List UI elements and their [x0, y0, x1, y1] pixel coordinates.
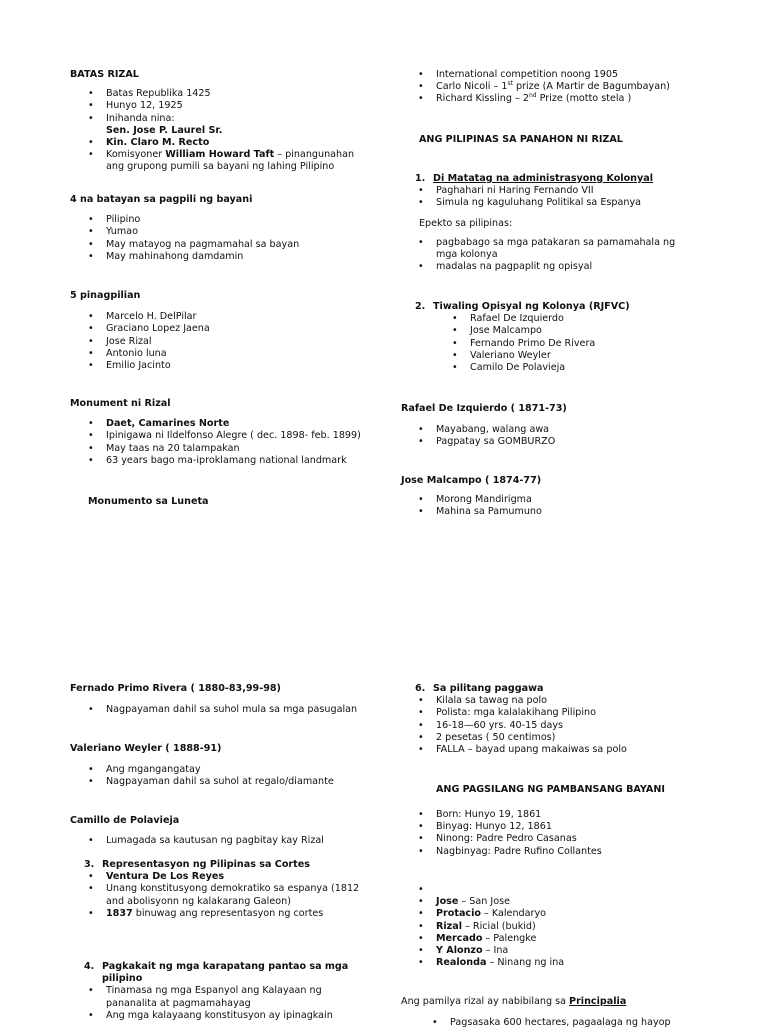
- bullet-list: [86, 214, 370, 263]
- bullet-list: [416, 695, 715, 756]
- section-title: [415, 301, 715, 313]
- list-item: [86, 908, 374, 920]
- list-item: [86, 125, 370, 137]
- text: Carlo Nicoli – 1: [436, 81, 508, 93]
- bullet-list: [86, 311, 370, 372]
- section-heading-pilipinas: ANG PILIPINAS SA PANAHON NI RIZAL: [419, 134, 623, 145]
- section-pagsilang-details: [416, 809, 716, 858]
- list-item: • Inihanda nina:: [86, 113, 370, 125]
- section-title-luneta: Monumento sa Luneta: [88, 496, 209, 507]
- text: Ang pamilya rizal ay nabibilang sa: [401, 996, 570, 1007]
- section-pilitang-paggawa: [415, 683, 715, 756]
- section-tiwaling-opisyal: [415, 301, 715, 374]
- section-competition: [400, 69, 700, 106]
- list-item: [416, 908, 716, 920]
- list-item: [416, 896, 716, 908]
- list-item: • Ang mgangangatay: [86, 764, 370, 776]
- section-number: 3.: [84, 859, 95, 870]
- list-item: • May matayog na pagmamahal sa bayan: [86, 239, 370, 251]
- section-title: Camillo de Polavieja: [70, 815, 180, 826]
- bold-year: 1837: [106, 907, 133, 919]
- bold-name: Sen. Jose P. Laurel Sr.: [106, 124, 223, 136]
- text: binuwag ang representasyon ng cortes: [132, 907, 324, 919]
- section-title: BATAS RIZAL: [70, 69, 139, 80]
- list-item: • Hunyo 12, 1925: [86, 100, 370, 112]
- list-item: • Marcelo H. DelPilar: [86, 311, 370, 323]
- text: – San Jose: [458, 896, 510, 908]
- list-item: • Simula ng kaguluhang Politikal sa Espanya: [416, 197, 715, 209]
- text: – Ricial (bukid): [462, 920, 536, 932]
- section-title: Monument ni Rizal: [70, 398, 171, 409]
- section-polavieja: [70, 815, 370, 847]
- bold-name: Daet, Camarines Norte: [106, 418, 230, 430]
- list-item: • Kilala sa tawag na polo: [416, 695, 715, 707]
- list-item: • 2 pesetas ( 50 centimos): [416, 732, 715, 744]
- text: prize (A Martir de Bagumbayan): [512, 81, 670, 93]
- list-item: [86, 149, 370, 173]
- list-item: • 63 years bago ma-iproklamang national landmark: [86, 455, 375, 467]
- section-number: 2.: [415, 301, 426, 312]
- list-item: • Ninong: Padre Pedro Casanas: [416, 833, 716, 845]
- bullet-list: [416, 494, 701, 518]
- section-title: Rafael De Izquierdo ( 1871-73): [401, 403, 567, 414]
- text: – Ninang ng ina: [486, 957, 565, 969]
- list-item: [86, 137, 370, 149]
- list-item: • Antonio luna: [86, 348, 370, 360]
- bullet-list: [86, 418, 375, 467]
- section-name-meanings: [416, 884, 716, 969]
- list-item: • madalas na pagpaplit ng opisyal: [416, 261, 686, 273]
- section-title: [84, 859, 374, 871]
- bullet-list: [416, 424, 701, 448]
- list-item: • May mahinahong damdamin: [86, 251, 370, 263]
- section-title: [415, 173, 715, 185]
- list-item: • 16-18—60 yrs. 40-15 days: [416, 720, 715, 732]
- bullet-list: [86, 764, 370, 788]
- text: – Kalendaryo: [480, 908, 546, 920]
- list-item: • pagbabago sa mga patakaran sa pamamahala ng mga kolonya: [416, 237, 686, 261]
- section-title: Valeriano Weyler ( 1888-91): [70, 743, 222, 754]
- section-title-text: Representasyon ng Pilipinas sa Cortes: [102, 859, 310, 870]
- superscript: st: [507, 80, 513, 88]
- text: Richard Kissling – 2: [436, 93, 529, 105]
- list-item: • Jose Malcampo: [450, 325, 715, 337]
- bold-name: Kin. Claro M. Recto: [106, 137, 210, 149]
- section-title: 4 na batayan sa pagpili ng bayani: [70, 194, 253, 205]
- list-item: • Morong Mandirigma: [416, 494, 701, 506]
- list-item: • Jose Rizal: [86, 336, 370, 348]
- list-item: • Ang mga kalayaang konstitusyon ay ipinagkain: [86, 1010, 374, 1022]
- list-item: [416, 81, 700, 93]
- list-item: [86, 418, 375, 430]
- section-representasyon: [84, 859, 374, 920]
- bullet-list: [416, 884, 716, 969]
- section-primo-rivera: [70, 683, 370, 716]
- section-title-text: Sa pilitang paggawa: [433, 683, 544, 694]
- bold-name: William Howard Taft: [165, 149, 275, 161]
- section-title-text: Tiwaling Opisyal ng Kolonya (RJFVC): [433, 301, 630, 312]
- bold-name: Rizal: [436, 920, 463, 932]
- section-number: 1.: [415, 173, 426, 184]
- section-batas-rizal: [70, 69, 370, 174]
- list-item: • Tinamasa ng mga Espanyol ang Kalayaan ng pananalita at pagmamahayag: [86, 985, 374, 1009]
- section-title: Jose Malcampo ( 1874-77): [401, 475, 542, 486]
- section-title: [415, 683, 715, 695]
- list-item: • Nagbinyag: Padre Rufino Collantes: [416, 846, 716, 858]
- list-item: • Valeriano Weyler: [450, 350, 715, 362]
- list-item: • Born: Hunyo 19, 1861: [416, 809, 716, 821]
- section-title-text: Di Matatag na administrasyong Kolonyal: [433, 173, 654, 184]
- bullet-list: [416, 185, 715, 209]
- list-item: [86, 871, 374, 883]
- section-5-pinagpilian: [70, 290, 370, 372]
- section-epekto: [416, 237, 686, 274]
- list-item: • Fernando Primo De Rivera: [450, 338, 715, 350]
- bullet-list: [416, 237, 686, 274]
- bullet-list: [86, 704, 370, 716]
- text: – Ina: [482, 945, 509, 957]
- text: Komisyoner: [106, 149, 166, 161]
- list-item: [416, 93, 700, 105]
- list-item: • Mayabang, walang awa: [416, 424, 701, 436]
- section-title: [84, 961, 374, 985]
- bold-name: Jose: [436, 896, 459, 908]
- bullet-list: [86, 871, 374, 920]
- section-title-text: Pagkakait ng mga karapatang pantao sa mga pilipino: [102, 961, 349, 985]
- section-pagkakait: [84, 961, 374, 1022]
- section-number: 4.: [84, 961, 95, 972]
- list-item: [416, 921, 716, 933]
- list-item: • Pagpatay sa GOMBURZO: [416, 436, 701, 448]
- section-izquierdo: [401, 403, 701, 449]
- section-4-batayan: [70, 194, 370, 263]
- list-item: • Rafael De Izquierdo: [450, 313, 715, 325]
- list-item: • Ipinigawa ni Ildelfonso Alegre ( dec. 1898- feb. 1899): [86, 430, 375, 442]
- list-item: [416, 945, 716, 957]
- text: – Palengke: [482, 932, 537, 944]
- bullet-list: [430, 1017, 730, 1029]
- list-item: • Polista: mga kalalakihang Pilipino: [416, 707, 715, 719]
- list-item: • Pilipino: [86, 214, 370, 226]
- list-item: • Camilo De Polavieja: [450, 362, 715, 374]
- text: Prize (motto stela ): [536, 93, 632, 105]
- list-item: [416, 957, 716, 969]
- bold-name: Mercado: [436, 932, 483, 944]
- bullet-list: [86, 88, 370, 173]
- list-item: • Nagpayaman dahil sa suhol mula sa mga pasugalan: [86, 704, 370, 716]
- bullet-list: [450, 313, 715, 374]
- list-item: • May taas na 20 talampakan: [86, 443, 375, 455]
- list-item: • Batas Republika 1425: [86, 88, 370, 100]
- text: – pinangunahan ang grupong pumili sa bayani ng lahing Pilipino: [106, 149, 355, 173]
- list-item: • Unang konstitusyong demokratiko sa espanya (1812 and abolisyonn ng kalakarang Galeon): [86, 883, 374, 907]
- bullet-list: [86, 835, 370, 847]
- list-item: • Paghahari ni Haring Fernando VII: [416, 185, 715, 197]
- superscript: nd: [528, 92, 537, 100]
- bullet-list: [416, 69, 700, 106]
- list-item: • Binyag: Hunyo 12, 1861: [416, 821, 716, 833]
- bold-name: Protacio: [436, 908, 481, 920]
- list-item: • Yumao: [86, 226, 370, 238]
- section-title: 5 pinagpilian: [70, 290, 141, 301]
- bold-name: Y Alonzo: [436, 945, 483, 957]
- list-item: [416, 933, 716, 945]
- list-item: • FALLA – bayad upang makaiwas sa polo: [416, 744, 715, 756]
- section-title: Fernado Primo Rivera ( 1880-83,99-98): [70, 683, 281, 694]
- section-principalia: [430, 1017, 730, 1029]
- section-weyler: [70, 743, 370, 789]
- bullet-list: [416, 809, 716, 858]
- list-item: • Graciano Lopez Jaena: [86, 323, 370, 335]
- list-item: • Lumagada sa kautusan ng pagbitay kay Rizal: [86, 835, 370, 847]
- section-heading-pagsilang: ANG PAGSILANG NG PAMBANSANG BAYANI: [436, 784, 665, 795]
- section-di-matatag: [415, 173, 715, 210]
- list-item-empty: [416, 884, 716, 896]
- section-monument-ni-rizal: [70, 398, 375, 467]
- section-malcampo: [401, 475, 701, 519]
- list-item: • Pagsasaka 600 hectares, pagaalaga ng hayop: [430, 1017, 730, 1029]
- principalia-line: [401, 996, 721, 1008]
- list-item: • International competition noong 1905: [416, 69, 700, 81]
- list-item: • Mahina sa Pamumuno: [416, 506, 701, 518]
- epekto-label: Epekto sa pilipinas:: [419, 218, 513, 229]
- list-item: • Emilio Jacinto: [86, 360, 370, 372]
- bold-name: Realonda: [436, 957, 487, 969]
- bold-name: Ventura De Los Reyes: [106, 871, 225, 883]
- bullet-list: [86, 985, 374, 1022]
- list-item: • Nagpayaman dahil sa suhol at regalo/diamante: [86, 776, 370, 788]
- section-number: 6.: [415, 683, 426, 694]
- bold-term: Principalia: [569, 996, 627, 1007]
